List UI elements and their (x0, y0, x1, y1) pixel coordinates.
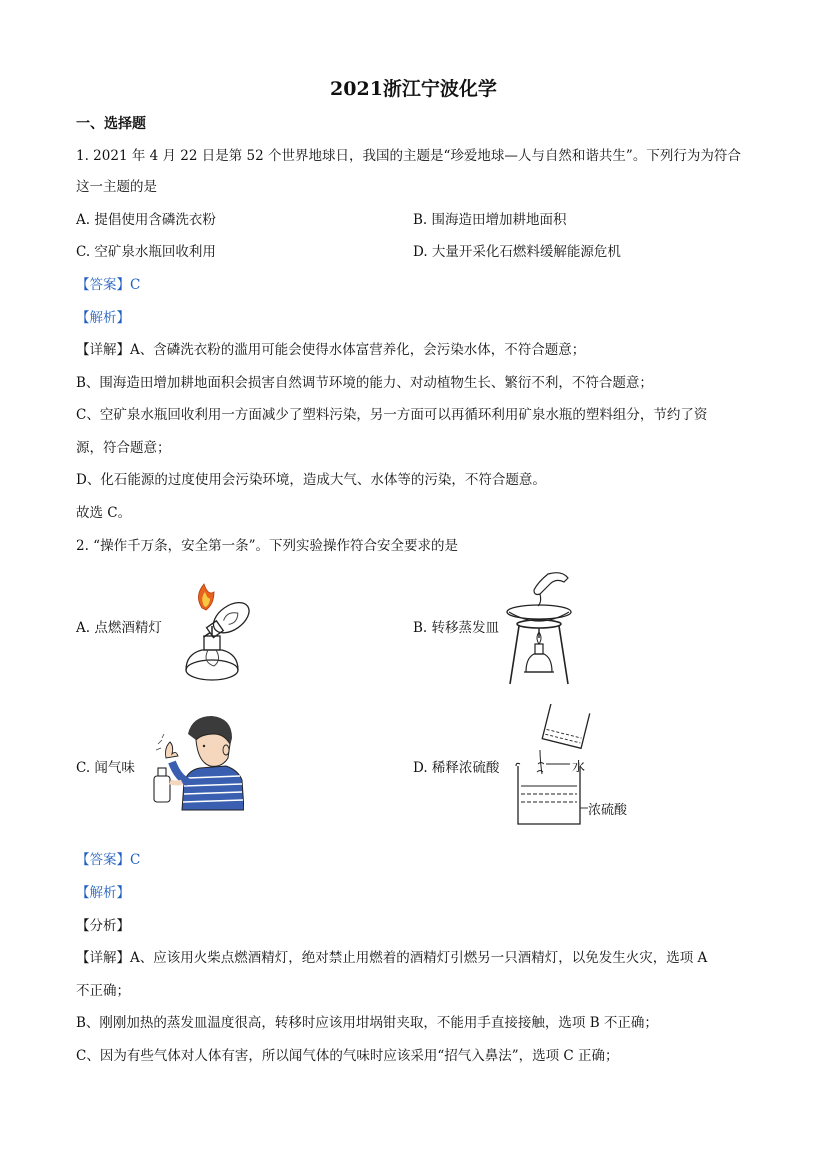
figure-alcohol-lamp (178, 580, 262, 690)
q1-conclusion: 故选 C。 (76, 505, 132, 521)
q2-option-c: C. 闻气味 (76, 760, 135, 776)
q2-fenxi-label: 【分析】 (76, 918, 130, 934)
q1-answer: 【答案】C (76, 277, 141, 293)
figure-diluting-acid (508, 704, 638, 828)
q2-stem: 2. “操作千万条，安全第一条”。下列实验操作符合安全要求的是 (76, 538, 458, 554)
q1-option-d: D. 大量开采化石燃料缓解能源危机 (413, 244, 621, 260)
q2-option-b: B. 转移蒸发皿 (413, 620, 500, 636)
q2-option-d: D. 稀释浓硫酸 (413, 760, 500, 776)
q1-option-c: C. 空矿泉水瓶回收利用 (76, 244, 216, 260)
figure-smelling-gas (148, 712, 244, 812)
q2-detail-line4: C、因为有些气体对人体有害，所以闻气体的气味时应该采用“招气入鼻法”，选项 C 正确； (76, 1048, 619, 1064)
q1-stem-line1: 1. 2021 年 4 月 22 日是第 52 个世界地球日，我国的主题是“珍爱地球—人与自然和谐共生”。下列行为为符合 (76, 148, 741, 164)
q2-analysis-label: 【解析】 (76, 885, 130, 901)
q1-detail-line3: C、空矿泉水瓶回收利用一方面减少了塑料污染，另一方面可以再循环利用矿泉水瓶的塑料组分，节约了资 (76, 407, 708, 423)
q2-detail-line2: 不正确； (76, 983, 130, 999)
q2-detail-line1: 【详解】A、应该用火柴点燃酒精灯，绝对禁止用燃着的酒精灯引燃另一只酒精灯，以免发生火灾，选项 A (76, 950, 708, 966)
q1-detail-line2: B、围海造田增加耕地面积会损害自然调节环境的能力、对动植物生长、繁衍不利，不符合题意； (76, 375, 653, 391)
q2-option-a: A. 点燃酒精灯 (76, 620, 162, 636)
section-heading: 一、选择题 (76, 116, 146, 132)
q1-detail-line1: 【详解】A、含磷洗衣粉的滥用可能会使得水体富营养化，会污染水体，不符合题意； (76, 342, 586, 358)
q1-stem-line2: 这一主题的是 (76, 179, 157, 195)
figure-evaporating-dish (504, 568, 574, 688)
q2-answer: 【答案】C (76, 852, 141, 868)
q1-option-a: A. 提倡使用含磷洗衣粉 (76, 212, 216, 228)
q1-detail-line4: 源，符合题意； (76, 440, 171, 456)
label-water: 水 (572, 760, 586, 775)
document-title: 2021浙江宁波化学 (330, 78, 497, 100)
q1-analysis-label: 【解析】 (76, 310, 130, 326)
q1-option-b: B. 围海造田增加耕地面积 (413, 212, 567, 228)
q2-detail-line3: B、刚刚加热的蒸发皿温度很高，转移时应该用坩埚钳夹取，不能用手直接接触，选项 B 不正确； (76, 1015, 658, 1031)
q1-detail-line5: D、化石能源的过度使用会污染环境，造成大气、水体等的污染，不符合题意。 (76, 472, 546, 488)
label-concentrated-acid: 浓硫酸 (588, 803, 628, 818)
